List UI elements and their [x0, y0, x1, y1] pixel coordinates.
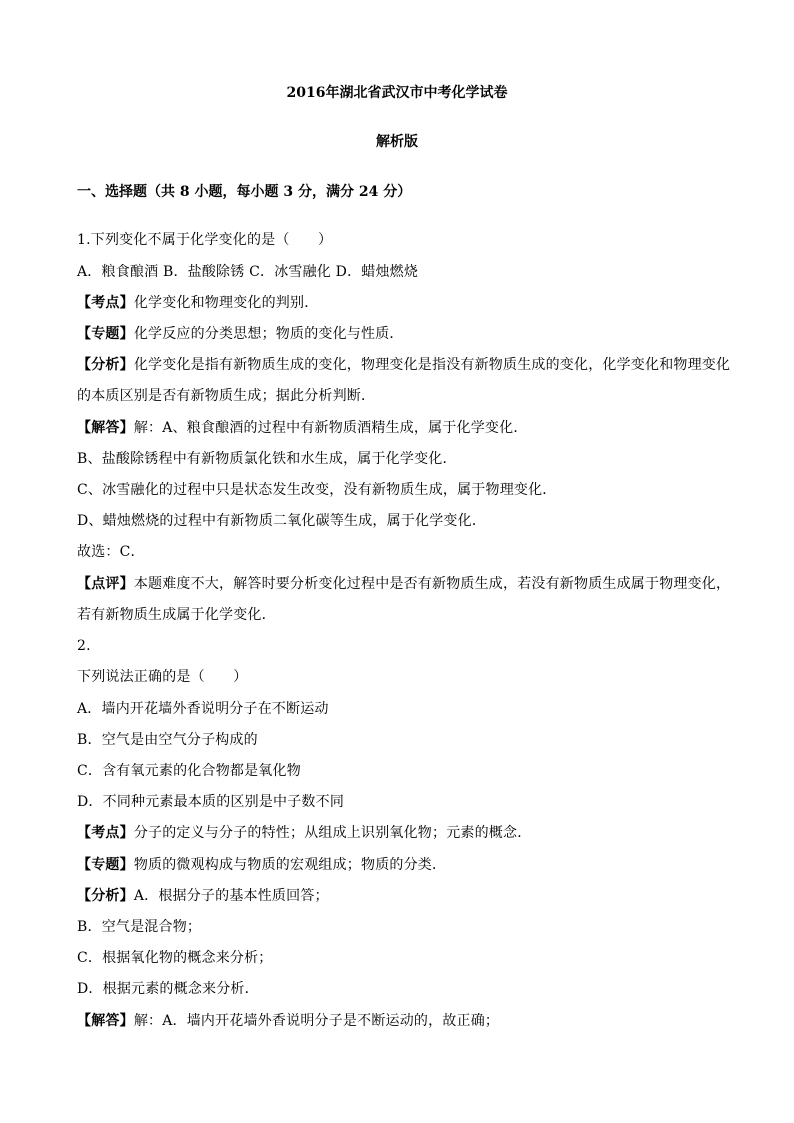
- q2-fenxi-text-c: C．根据氧化物的概念来分析；: [77, 950, 273, 966]
- q2-fenxi-text-b: B．空气是混合物；: [77, 919, 202, 935]
- q1-zhuanti: [77, 326, 404, 342]
- q1-zhuanti-tag: 【专题】: [77, 326, 134, 342]
- q1-fenxi-text-2: 的本质区别是否有新物质生成；据此分析判断．: [77, 388, 376, 404]
- exam-title: 2016年湖北省武汉市中考化学试卷: [286, 85, 508, 101]
- q1-options: A．粮食酿酒 B．盐酸除锈 C．冰雪融化 D．蜡烛燃烧: [77, 264, 419, 280]
- q2-number: 2.: [77, 638, 91, 654]
- q2-option-d: D．不同种元素最本质的区别是中子数不同: [77, 794, 345, 810]
- q2-fenxi-text-a: A．根据分子的基本性质回答；: [133, 888, 329, 904]
- q1-dianping-text-2: 若有新物质生成属于化学变化．: [77, 607, 276, 623]
- q1-kaodian-text: 化学变化和物理变化的判别．: [133, 295, 319, 311]
- q1-jieda-text-3: C、冰雪融化的过程中只是状态发生改变，没有新物质生成，属于物理变化．: [77, 482, 557, 498]
- q1-jieda-text-4: D、蜡烛燃烧的过程中有新物质二氧化碳等生成，属于化学变化．: [77, 513, 487, 529]
- q1-jieda-text-2: B、盐酸除锈程中有新物质氯化铁和水生成，属于化学变化．: [77, 451, 457, 467]
- q2-jieda-tag: 【解答】: [77, 1013, 134, 1029]
- q1-fenxi: [77, 357, 730, 373]
- q2-stem: 下列说法正确的是（ ）: [77, 669, 248, 685]
- q2-jieda: [77, 1013, 499, 1029]
- exam-subtitle: 解析版: [376, 134, 418, 150]
- q1-zhuanti-text: 化学反应的分类思想；物质的变化与性质．: [133, 326, 404, 342]
- q1-dianping: [77, 576, 730, 592]
- q2-zhuanti-text: 物质的微观构成与物质的宏观组成；物质的分类．: [133, 857, 447, 873]
- q1-stem: 1.下列变化不属于化学变化的是（ ）: [77, 232, 333, 248]
- q1-fenxi-text-1: 化学变化是指有新物质生成的变化，物理变化是指没有新物质生成的变化，化学变化和物理变化: [133, 357, 731, 373]
- q1-jieda-tag: 【解答】: [77, 420, 134, 436]
- q1-kaodian: [77, 295, 318, 311]
- q2-zhuanti: [77, 857, 446, 873]
- q2-zhuanti-tag: 【专题】: [77, 857, 134, 873]
- q1-kaodian-tag: 【考点】: [77, 295, 134, 311]
- q2-option-b: B．空气是由空气分子构成的: [77, 732, 258, 748]
- q2-fenxi: [77, 888, 329, 904]
- section-heading: 一、选择题（共 8 小题，每小题 3 分，满分 24 分）: [77, 184, 412, 200]
- q2-kaodian: [77, 825, 531, 841]
- q1-dianping-tag: 【点评】: [77, 576, 134, 592]
- q2-kaodian-text: 分子的定义与分子的特性；从组成上识别氧化物；元素的概念．: [133, 825, 532, 841]
- q2-kaodian-tag: 【考点】: [77, 825, 134, 841]
- q2-fenxi-tag: 【分析】: [77, 888, 134, 904]
- q2-option-c: C．含有氧元素的化合物都是氧化物: [77, 763, 301, 779]
- q2-option-a: A．墙内开花墙外香说明分子在不断运动: [77, 701, 329, 717]
- q1-dianping-text-1: 本题难度不大，解答时要分析变化过程中是否有新物质生成，若没有新物质生成属于物理变化，: [133, 576, 731, 592]
- q1-jieda-text-1: 解：A、粮食酿酒的过程中有新物质酒精生成，属于化学变化．: [133, 420, 528, 436]
- q1-answer: 故选：C．: [77, 544, 145, 560]
- q1-jieda: [77, 420, 528, 436]
- q1-fenxi-tag: 【分析】: [77, 357, 134, 373]
- q2-jieda-text-1: 解：A．墙内开花墙外香说明分子是不断运动的，故正确；: [133, 1013, 500, 1029]
- q2-fenxi-text-d: D．根据元素的概念来分析．: [77, 981, 259, 997]
